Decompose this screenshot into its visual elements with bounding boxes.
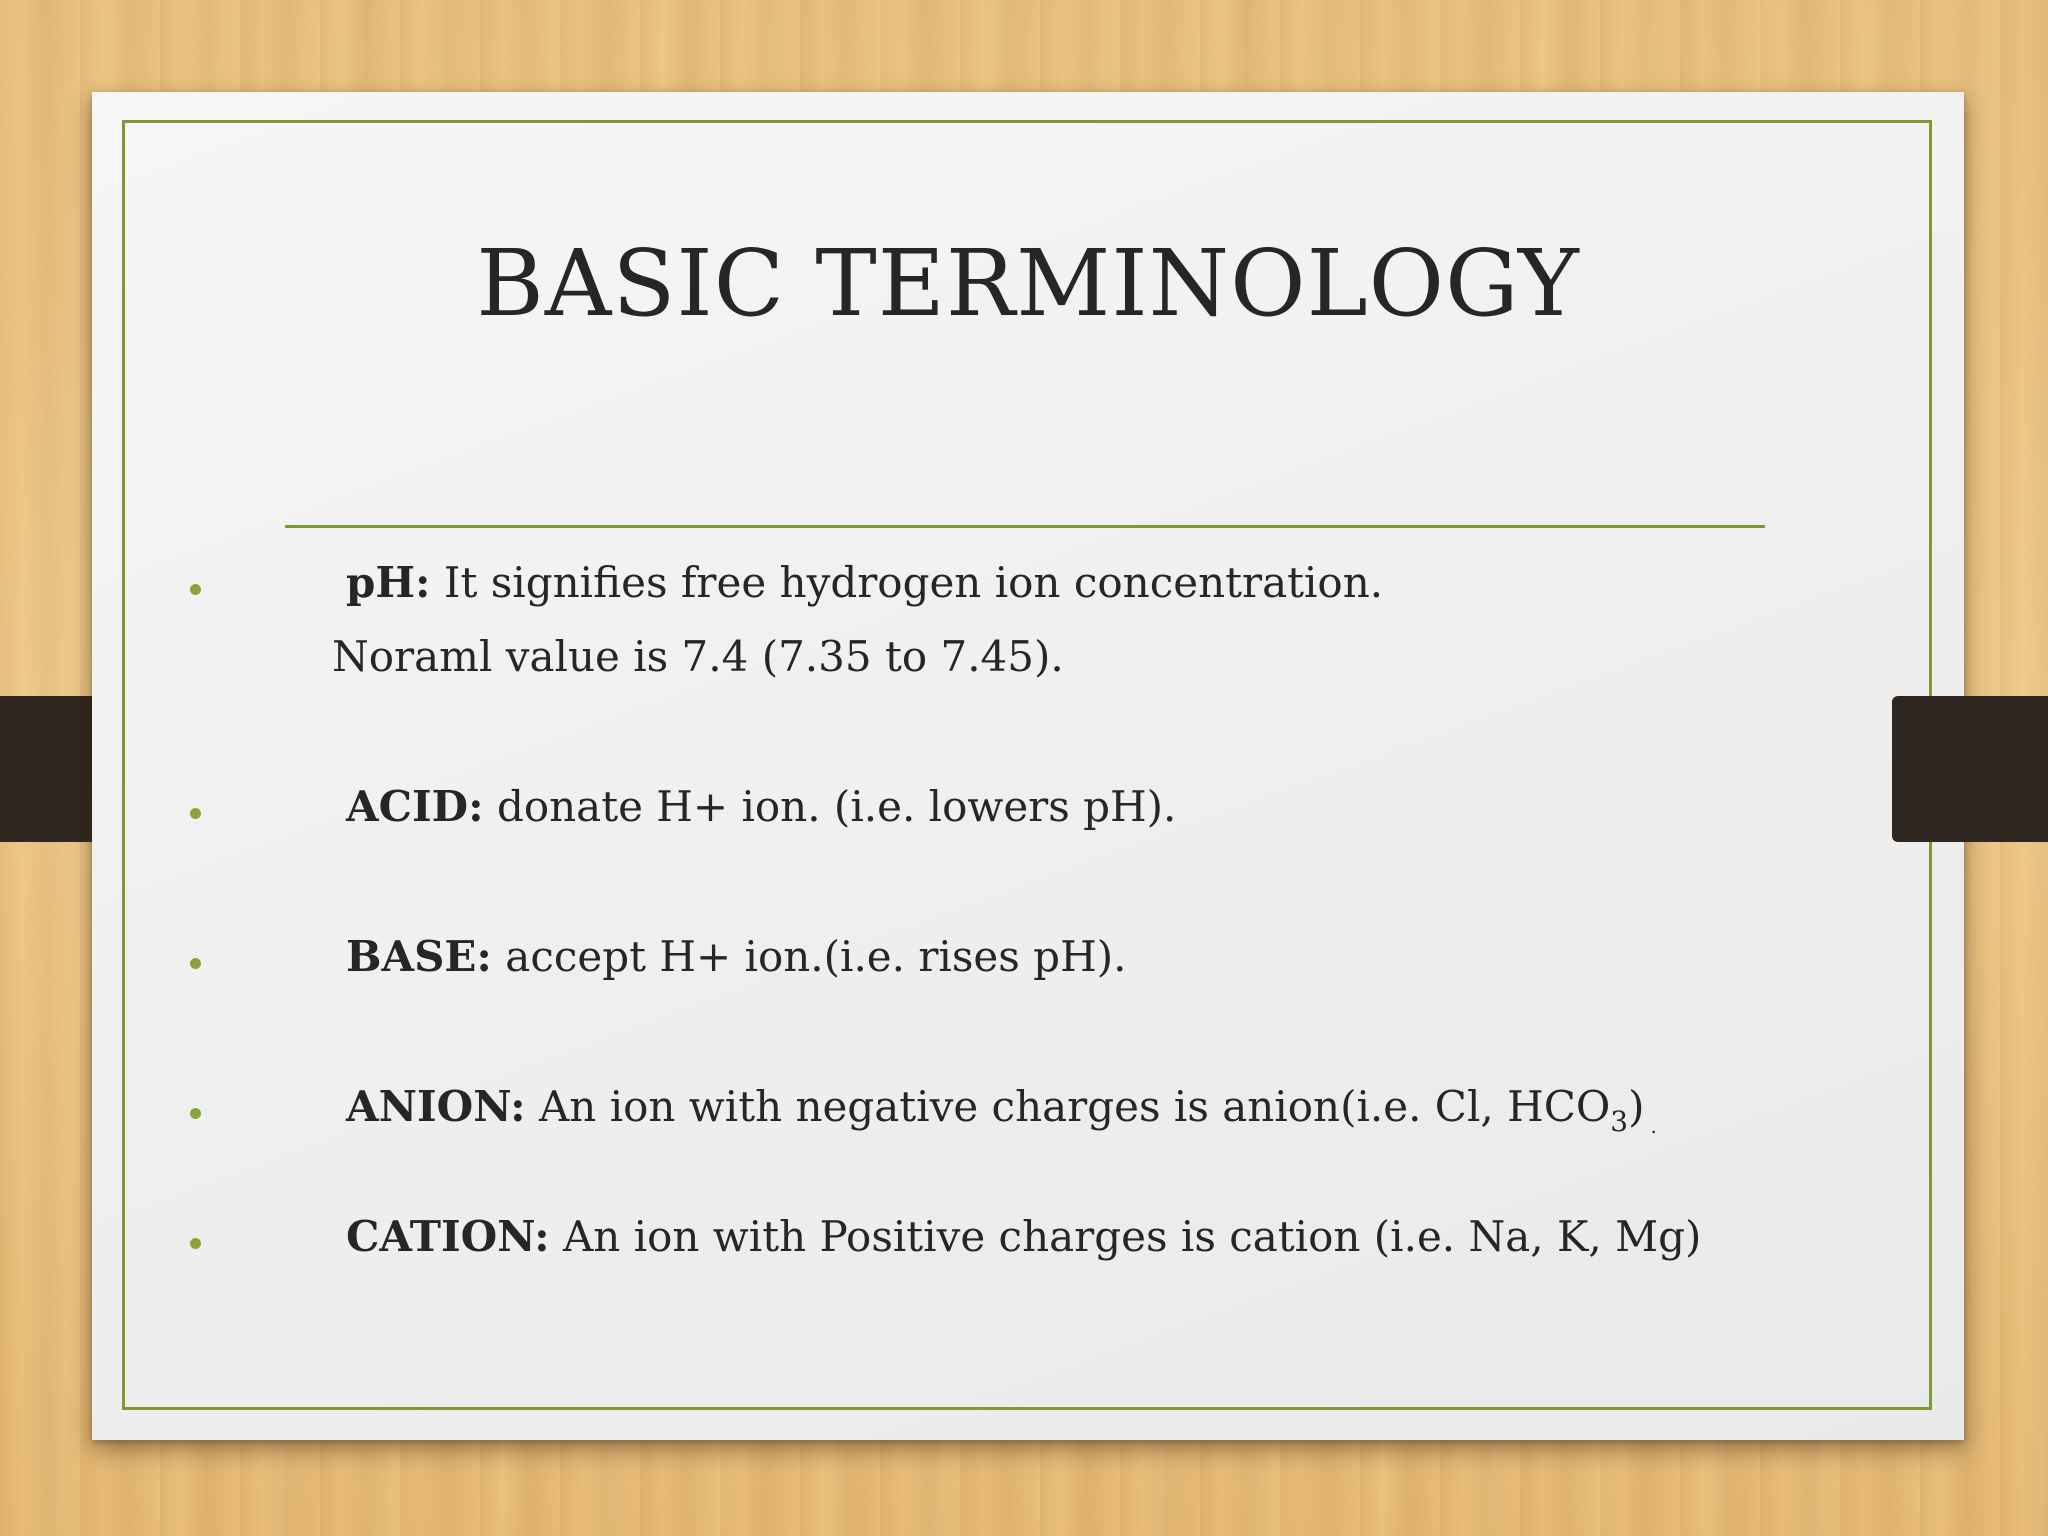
trailing-period: . xyxy=(1650,1114,1657,1138)
term-label: BASE: xyxy=(346,932,492,981)
bullet-icon xyxy=(190,808,201,819)
bullet-icon xyxy=(190,584,201,595)
subscript: 3 xyxy=(1610,1105,1629,1138)
bullet-icon xyxy=(190,1108,201,1119)
title-divider xyxy=(285,525,1765,528)
slide xyxy=(92,92,1964,1440)
term-label: pH: xyxy=(346,558,431,607)
definition-text: Noraml value is 7.4 (7.35 to 7.45). xyxy=(332,632,1064,681)
definition-text: An ion with negative charges is anion(i.e. Cl, HCO xyxy=(525,1082,1611,1131)
bullet-icon xyxy=(190,958,201,969)
bullet-anion xyxy=(346,1082,1657,1138)
term-label: CATION: xyxy=(346,1212,550,1261)
closing-paren: ) xyxy=(1628,1082,1645,1131)
bullet-cation xyxy=(346,1212,1701,1261)
binder-clip-right xyxy=(1892,696,2048,842)
bullet-icon xyxy=(190,1238,201,1249)
term-label: ANION: xyxy=(346,1082,526,1131)
term-label: ACID: xyxy=(346,782,484,831)
bullet-ph xyxy=(346,558,1383,607)
slide-title: BASIC TERMINOLOGY xyxy=(476,230,1580,337)
definition-text: It signifies free hydrogen ion concentration. xyxy=(430,558,1384,607)
bullet-base xyxy=(346,932,1126,981)
bullet-ph-normal-value xyxy=(332,632,1064,681)
definition-text: An ion with Positive charges is cation (i.e. Na, K, Mg) xyxy=(549,1212,1702,1261)
bullet-acid xyxy=(346,782,1176,831)
definition-text: accept H+ ion.(i.e. rises pH). xyxy=(491,932,1127,981)
definition-text: donate H+ ion. (i.e. lowers pH). xyxy=(483,782,1177,831)
